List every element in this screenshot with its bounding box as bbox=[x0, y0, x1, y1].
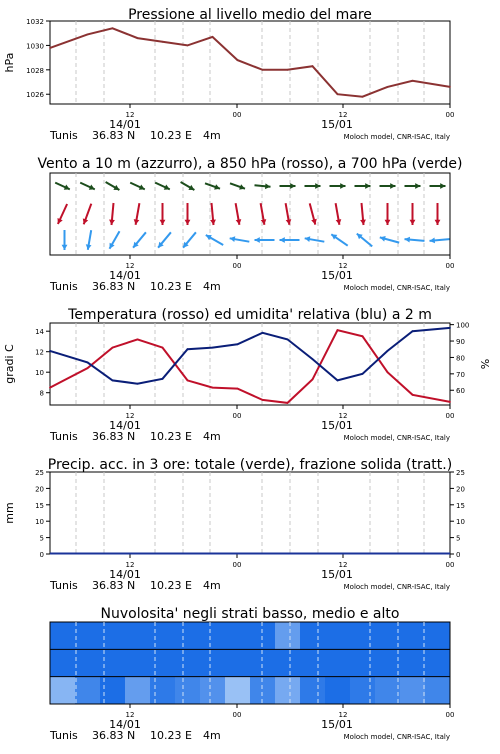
data-point bbox=[412, 80, 414, 82]
x-tick-label: 12 bbox=[125, 711, 135, 719]
cloud-cell bbox=[175, 677, 201, 704]
data-point bbox=[412, 394, 414, 396]
cloud-cell bbox=[125, 649, 151, 676]
y-tick-label: 14 bbox=[35, 328, 44, 337]
cloud-cell bbox=[75, 649, 101, 676]
data-point bbox=[337, 380, 339, 382]
data-point bbox=[162, 347, 164, 349]
x-tick-label: 00 bbox=[445, 412, 455, 420]
location-name: Tunis bbox=[50, 129, 78, 142]
x-tick-label: 00 bbox=[445, 561, 455, 569]
data-point bbox=[362, 335, 364, 337]
x-tick-label: 00 bbox=[232, 561, 242, 569]
cloud-cell bbox=[225, 649, 251, 676]
data-point bbox=[237, 59, 239, 61]
cloud-cell bbox=[225, 677, 251, 704]
data-point bbox=[137, 339, 139, 341]
model-credit: Moloch model, CNR-ISAC, Italy bbox=[343, 133, 450, 141]
cloud-cell bbox=[425, 649, 451, 676]
y-tick-label: 20 bbox=[35, 485, 44, 494]
cloud-cell bbox=[150, 649, 176, 676]
wind-arrow-head bbox=[280, 237, 285, 243]
location-lat: 36.83 N bbox=[92, 430, 136, 443]
data-point bbox=[312, 358, 314, 360]
panel-title: Pressione al livello medio del mare bbox=[128, 7, 372, 23]
wind-arrow-head bbox=[160, 220, 166, 225]
model-credit: Moloch model, CNR-ISAC, Italy bbox=[343, 583, 450, 591]
cloud-cell bbox=[225, 622, 251, 649]
plot-frame bbox=[50, 472, 450, 554]
data-point bbox=[162, 41, 164, 43]
wind-arrow-head bbox=[290, 183, 295, 189]
cloud-cell bbox=[350, 622, 376, 649]
data-point bbox=[362, 373, 364, 375]
y-tick-label: 0 bbox=[39, 551, 44, 559]
y-tick-label: 10 bbox=[35, 369, 44, 378]
data-point bbox=[237, 343, 239, 345]
wind-arrow-head bbox=[109, 220, 115, 226]
plot-frame bbox=[50, 21, 450, 104]
data-point bbox=[162, 378, 164, 380]
data-point bbox=[112, 380, 114, 382]
cloud-cell bbox=[125, 622, 151, 649]
cloud-cell bbox=[325, 622, 351, 649]
cloud-cell bbox=[275, 649, 301, 676]
cloud-cell bbox=[175, 649, 201, 676]
date-label: 14/01 bbox=[109, 419, 141, 432]
data-point bbox=[262, 332, 264, 334]
data-point bbox=[137, 37, 139, 39]
wind-arrow-head bbox=[210, 220, 216, 226]
date-label: 14/01 bbox=[109, 568, 141, 581]
data-point bbox=[212, 387, 214, 389]
location-lon: 10.23 E bbox=[150, 129, 192, 142]
cloud-cell bbox=[75, 622, 101, 649]
x-tick-label: 00 bbox=[232, 412, 242, 420]
location-elev: 4m bbox=[203, 430, 221, 443]
cloud-cell bbox=[75, 677, 101, 704]
model-credit: Moloch model, CNR-ISAC, Italy bbox=[343, 434, 450, 442]
y-tick-label: 10 bbox=[456, 518, 465, 527]
x-tick-label: 12 bbox=[338, 262, 348, 270]
cloud-cell bbox=[375, 622, 401, 649]
data-point bbox=[237, 388, 239, 390]
cloud-cell bbox=[150, 622, 176, 649]
date-label: 14/01 bbox=[109, 718, 141, 731]
panel-5 bbox=[49, 606, 454, 742]
cloud-cell bbox=[375, 649, 401, 676]
plot-frame bbox=[50, 323, 450, 405]
cloud-cell bbox=[50, 649, 76, 676]
location-lat: 36.83 N bbox=[92, 729, 136, 742]
location-elev: 4m bbox=[203, 280, 221, 293]
cloud-cell bbox=[325, 649, 351, 676]
wind-arrow-head bbox=[255, 237, 260, 243]
y-tick-label: 20 bbox=[456, 485, 465, 494]
x-tick-label: 12 bbox=[125, 111, 135, 119]
location-name: Tunis bbox=[50, 729, 78, 742]
cloud-cell bbox=[125, 677, 151, 704]
panel-4 bbox=[3, 457, 465, 592]
wind-arrow-head bbox=[62, 245, 68, 250]
x-tick-label: 12 bbox=[338, 111, 348, 119]
location-lat: 36.83 N bbox=[92, 280, 136, 293]
y-tick-label: 60 bbox=[456, 387, 465, 396]
date-label: 15/01 bbox=[321, 269, 353, 282]
panel-3 bbox=[3, 307, 492, 443]
data-point bbox=[87, 367, 89, 369]
data-point bbox=[337, 93, 339, 95]
date-label: 14/01 bbox=[109, 269, 141, 282]
x-tick-label: 00 bbox=[445, 711, 455, 719]
location-elev: 4m bbox=[203, 579, 221, 592]
y-tick-label: 15 bbox=[456, 501, 465, 510]
y-tick-label: 1026 bbox=[26, 91, 44, 100]
y-tick-label: 1028 bbox=[26, 66, 44, 75]
cloud-cell bbox=[50, 677, 76, 704]
y-tick-label: 5 bbox=[456, 534, 461, 543]
data-point bbox=[112, 347, 114, 349]
cloud-cell bbox=[400, 649, 426, 676]
wind-arrow-head bbox=[415, 183, 420, 189]
y-tick-label: 12 bbox=[35, 348, 44, 357]
y-tick-label: 5 bbox=[39, 534, 44, 543]
date-label: 15/01 bbox=[321, 419, 353, 432]
cloud-cell bbox=[400, 677, 426, 704]
data-point bbox=[112, 27, 114, 29]
date-label: 15/01 bbox=[321, 568, 353, 581]
cloud-cell bbox=[50, 622, 76, 649]
panel-title: Temperatura (rosso) ed umidita' relativa (blu) a 2 m bbox=[68, 307, 432, 323]
data-point bbox=[387, 371, 389, 373]
x-tick-label: 12 bbox=[338, 711, 348, 719]
data-point bbox=[449, 86, 451, 88]
data-point bbox=[362, 96, 364, 98]
data-point bbox=[49, 47, 51, 49]
data-point bbox=[412, 330, 414, 332]
x-tick-label: 00 bbox=[232, 711, 242, 719]
location-name: Tunis bbox=[50, 579, 78, 592]
wind-arrow-head bbox=[405, 237, 411, 243]
panel-1 bbox=[3, 7, 454, 142]
data-point bbox=[387, 350, 389, 352]
cloud-cell bbox=[300, 622, 326, 649]
x-tick-label: 00 bbox=[445, 262, 455, 270]
cloud-cell bbox=[325, 677, 351, 704]
y-tick-label: 10 bbox=[35, 518, 44, 527]
data-point bbox=[287, 402, 289, 404]
y-tick-label: 8 bbox=[39, 389, 44, 398]
data-point bbox=[49, 350, 51, 352]
data-point bbox=[287, 339, 289, 341]
location-lat: 36.83 N bbox=[92, 579, 136, 592]
y-tick-label: 1032 bbox=[26, 18, 44, 26]
y-tick-label: 90 bbox=[456, 338, 465, 347]
wind-arrow-head bbox=[410, 220, 416, 225]
data-point bbox=[449, 401, 451, 403]
data-point bbox=[287, 69, 289, 71]
y-axis-label: hPa bbox=[3, 52, 16, 73]
cloud-cell bbox=[250, 649, 276, 676]
x-tick-label: 00 bbox=[445, 111, 455, 119]
location-lon: 10.23 E bbox=[150, 729, 192, 742]
wind-arrow-head bbox=[385, 220, 391, 225]
x-tick-label: 12 bbox=[125, 561, 135, 569]
x-tick-label: 12 bbox=[125, 262, 135, 270]
location-lat: 36.83 N bbox=[92, 129, 136, 142]
y-tick-label: 80 bbox=[456, 354, 465, 363]
cloud-cell bbox=[200, 649, 226, 676]
data-point bbox=[137, 383, 139, 385]
y-tick-label: 15 bbox=[35, 501, 44, 510]
date-label: 15/01 bbox=[321, 118, 353, 131]
y-tick-label: 0 bbox=[456, 551, 461, 559]
wind-arrow-head bbox=[390, 183, 395, 189]
data-point bbox=[212, 347, 214, 349]
wind-arrow-head bbox=[185, 220, 191, 225]
data-point bbox=[187, 380, 189, 382]
data-point bbox=[187, 348, 189, 350]
cloud-cell bbox=[375, 677, 401, 704]
data-point bbox=[187, 45, 189, 47]
date-label: 15/01 bbox=[321, 718, 353, 731]
cloud-cell bbox=[425, 677, 451, 704]
cloud-cell bbox=[175, 622, 201, 649]
x-tick-label: 00 bbox=[232, 111, 242, 119]
cloud-cell bbox=[250, 622, 276, 649]
cloud-cell bbox=[350, 649, 376, 676]
cloud-cell bbox=[400, 622, 426, 649]
wind-arrow-head bbox=[435, 220, 441, 225]
panel-title: Nuvolosita' negli strati basso, medio e alto bbox=[100, 606, 400, 622]
y-axis-label: mm bbox=[3, 502, 16, 524]
data-point bbox=[449, 327, 451, 329]
data-point bbox=[212, 36, 214, 38]
x-tick-label: 12 bbox=[338, 561, 348, 569]
y-tick-label: 1030 bbox=[26, 42, 44, 51]
data-point bbox=[312, 65, 314, 67]
cloud-cell bbox=[350, 677, 376, 704]
location-name: Tunis bbox=[50, 430, 78, 443]
series-line bbox=[50, 330, 450, 403]
panel-2 bbox=[37, 156, 462, 293]
date-label: 14/01 bbox=[109, 118, 141, 131]
y-tick-label: 70 bbox=[456, 370, 465, 379]
location-elev: 4m bbox=[203, 729, 221, 742]
location-lon: 10.23 E bbox=[150, 430, 192, 443]
data-point bbox=[87, 34, 89, 36]
wind-arrow-head bbox=[360, 220, 366, 226]
cloud-cell bbox=[275, 677, 301, 704]
y-axis-label: % bbox=[479, 358, 492, 370]
wind-arrow-head bbox=[430, 238, 436, 244]
data-point bbox=[49, 387, 51, 389]
wind-arrow-head bbox=[440, 183, 445, 189]
data-point bbox=[387, 86, 389, 88]
location-lon: 10.23 E bbox=[150, 579, 192, 592]
location-elev: 4m bbox=[203, 129, 221, 142]
panel-title: Vento a 10 m (azzurro), a 850 hPa (rosso), a 700 hPa (verde) bbox=[37, 156, 463, 172]
cloud-cell bbox=[425, 622, 451, 649]
wind-arrow-head bbox=[340, 183, 345, 189]
model-credit: Moloch model, CNR-ISAC, Italy bbox=[343, 284, 450, 292]
cloud-cell bbox=[300, 649, 326, 676]
y-tick-label: 25 bbox=[456, 469, 465, 477]
cloud-cell bbox=[300, 677, 326, 704]
cloud-cell bbox=[200, 677, 226, 704]
y-axis-label: gradi C bbox=[3, 344, 16, 384]
data-point bbox=[312, 379, 314, 381]
cloud-cell bbox=[250, 677, 276, 704]
series-line bbox=[50, 28, 450, 96]
wind-arrow-head bbox=[265, 183, 271, 189]
cloud-cell bbox=[150, 677, 176, 704]
cloud-cell bbox=[275, 622, 301, 649]
y-tick-label: 25 bbox=[35, 469, 44, 477]
x-tick-label: 00 bbox=[232, 262, 242, 270]
x-tick-label: 12 bbox=[338, 412, 348, 420]
data-point bbox=[337, 329, 339, 331]
data-point bbox=[87, 362, 89, 364]
data-point bbox=[262, 399, 264, 401]
y-tick-label: 100 bbox=[456, 321, 470, 330]
location-name: Tunis bbox=[50, 280, 78, 293]
cloud-cell bbox=[200, 622, 226, 649]
x-tick-label: 12 bbox=[125, 412, 135, 420]
panel-title: Precip. acc. in 3 ore: totale (verde), frazione solida (tratt.) bbox=[47, 457, 453, 473]
model-credit: Moloch model, CNR-ISAC, Italy bbox=[343, 733, 450, 741]
location-lon: 10.23 E bbox=[150, 280, 192, 293]
data-point bbox=[262, 69, 264, 71]
